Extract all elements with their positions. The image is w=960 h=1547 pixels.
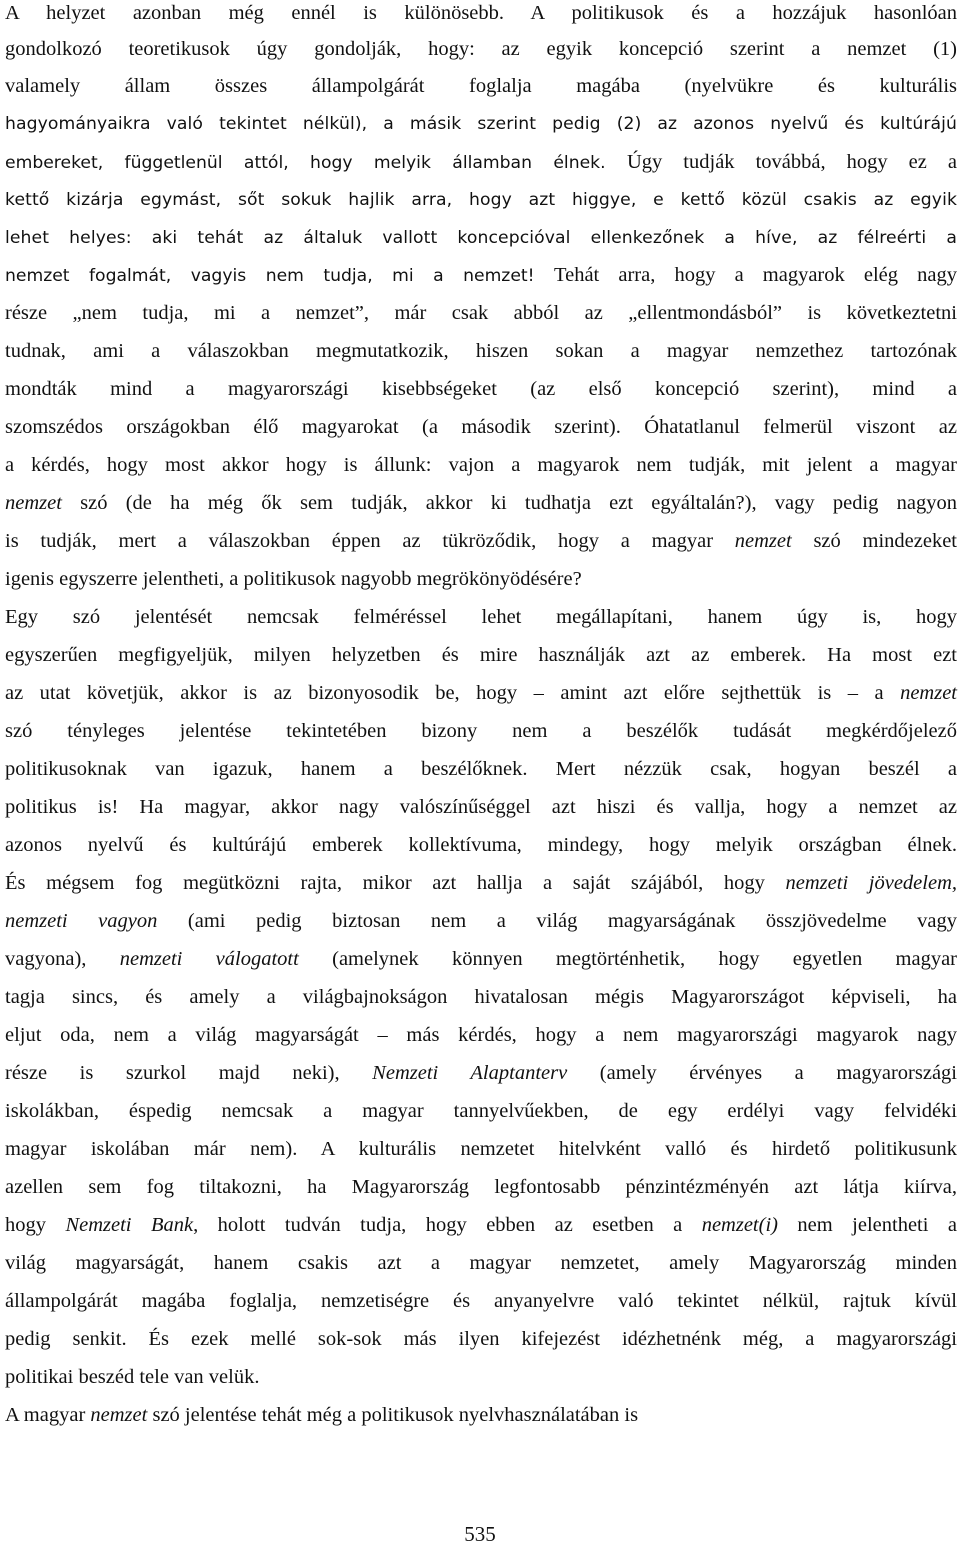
text-line: [5, 73, 957, 99]
text-line: [5, 604, 957, 630]
text-segment: És mégsem fog megütközni rajta, mikor azt hallja a saját szájából, hogy: [5, 872, 786, 894]
text-segment: (amelynek könnyen megtörténhetik, hogy egyetlen magyar: [298, 948, 957, 970]
text-line: [5, 1326, 957, 1352]
text-line: [5, 1136, 957, 1162]
text-segment: az utat követjük, akkor is az bizonyosodik be, hogy – amint azt előre sejthettük is – a: [5, 682, 901, 704]
text-segment: gondolkozó teoretikusok úgy gondolják, hogy: az egyik koncepció szerint a nemzet (1): [5, 38, 957, 60]
text-line: [5, 1364, 957, 1390]
text-segment: A helyzet azonban még ennél is különösebb. A politikusok és a hozzájuk hasonlóan: [5, 2, 957, 24]
text-segment: (amely érvényes a magyarországi: [567, 1062, 957, 1084]
text-segment: azellen sem fog tiltakozni, ha Magyarország legfontosabb pénzintézményén azt látja kiírva,: [5, 1176, 957, 1198]
text-segment: mondták mind a magyarországi kisebbségeket (az első koncepció szerint), mind a: [5, 378, 957, 400]
text-segment: valamely állam összes állampolgárát foglalja magába (nyelvükre és kulturális: [5, 75, 957, 97]
text-line: [5, 566, 957, 592]
text-line: [5, 528, 957, 554]
text-segment: politikus is! Ha magyar, akkor nagy valószínűséggel azt hiszi és vallja, hogy a nemzet az: [5, 796, 957, 818]
text-segment: tagja sincs, és amely a világbajnokságon hivatalosan mégis Magyarországot képviseli, ha: [5, 986, 957, 1008]
text-segment: egyszerűen megfigyeljük, milyen helyzetben és mire használják azt az emberek. Ha most ezt: [5, 644, 957, 666]
text-segment: is tudják, mert a válaszokban éppen az tükröződik, hogy a magyar: [5, 530, 735, 552]
text-line: [5, 490, 957, 516]
text-segment: Úgy tudják továbbá, hogy ez a: [626, 151, 958, 173]
text-segment: nemzet fogalmát, vagyis nem tudja, mi a nemzet!: [5, 266, 554, 286]
text-line: [5, 984, 957, 1010]
text-line: [5, 225, 957, 251]
text-line: [5, 718, 957, 744]
text-segment: embereket, függetlenül attól, hogy melyik államban élnek.: [5, 153, 627, 173]
text-segment: szomszédos országokban élő magyarokat (a második szerint). Óhatatlanul felmerül viszont az: [5, 416, 957, 438]
italic-text: nemzet: [90, 1404, 148, 1426]
text-line: [5, 794, 957, 820]
text-line: [5, 1060, 957, 1086]
text-segment: hagyományaikra való tekintet nélkül), a másik szerint pedig (2) az azonos nyelvű és kultúrájú: [5, 114, 957, 134]
text-segment: vagyona),: [5, 948, 120, 970]
text-line: [5, 1022, 957, 1048]
text-line: [5, 1402, 957, 1428]
text-segment: kettő kizárja egymást, sőt sokuk hajlik arra, hogy azt higgye, e kettő közül csakis az egyik: [5, 190, 957, 210]
text-line: [5, 149, 957, 175]
italic-text: nemzet: [5, 492, 62, 514]
text-segment: azonos nyelvű és kultúrájú emberek kollektívuma, mindegy, hogy melyik országban élnek.: [5, 834, 957, 856]
text-segment: szó (de ha még ők sem tudják, akkor ki tudhatja ezt egyáltalán?), vagy pedig nagyon: [61, 492, 957, 514]
text-segment: pedig senkit. És ezek mellé sok-sok más ilyen kifejezést idézhetnénk még, a magyarországi: [5, 1328, 957, 1350]
text-segment: nem jelentheti a: [777, 1214, 957, 1236]
text-line: [5, 111, 957, 137]
text-segment: állampolgárát magába foglalja, nemzetiségre és anyanyelvre való tekintet nélkül, rajtuk kívül: [5, 1290, 957, 1312]
text-line: [5, 262, 957, 288]
text-line: [5, 300, 957, 326]
text-segment: szó tényleges jelentése tekintetében bizony nem a beszélők tudását megkérdőjelező: [5, 720, 957, 742]
text-segment: szó jelentése tehát még a politikusok nyelvhasználatában is: [147, 1404, 639, 1426]
text-segment: tudnak, ami a válaszokban megmutatkozik, hiszen sokan a magyar nemzethez tartozónak: [5, 340, 957, 362]
text-segment: iskolákban, éspedig nemcsak a magyar tannyelvűekben, de egy erdélyi vagy felvidéki: [5, 1100, 957, 1122]
page-number: 535: [464, 1522, 496, 1546]
text-segment: lehet helyes: aki tehát az általuk vallott koncepcióval ellenkezőnek a híve, az félreérti a: [5, 228, 957, 248]
text-segment: (ami pedig biztosan nem a világ magyarságának összjövedelme vagy: [157, 910, 957, 932]
italic-text: Nemzeti Alaptanterv: [372, 1062, 568, 1084]
text-segment: világ magyarságát, hanem csakis azt a magyar nemzetet, amely Magyarország minden: [5, 1252, 957, 1274]
italic-text: nemzet: [900, 682, 957, 704]
text-segment: eljut oda, nem a világ magyarságát – más kérdés, hogy a nem magyarországi magyarok nagy: [5, 1024, 957, 1046]
text-segment: , holott tudván tudja, hogy ebben az esetben a: [193, 1214, 702, 1236]
text-segment: A magyar: [5, 1404, 91, 1426]
text-line: [5, 832, 957, 858]
text-segment: a kérdés, hogy most akkor hogy is állunk: vajon a magyarok nem tudják, mit jelent a magyar: [5, 454, 957, 476]
text-segment: része is szurkol majd neki),: [5, 1062, 373, 1084]
text-line: [5, 756, 957, 782]
text-segment: politikai beszéd tele van velük.: [5, 1366, 260, 1388]
text-segment: hogy: [5, 1214, 66, 1236]
text-line: [5, 908, 957, 934]
italic-text: nemzeti jövedelem,: [785, 872, 957, 894]
text-line: [5, 36, 957, 62]
text-segment: része „nem tudja, mi a nemzet”, már csak abból az „ellentmondásból” is következtetni: [5, 302, 957, 324]
text-line: [5, 187, 957, 213]
italic-text: nemzeti válogatott: [119, 948, 299, 970]
text-segment: szó mindezeket: [791, 530, 957, 552]
text-line: [5, 870, 957, 896]
text-segment: igenis egyszerre jelentheti, a politikusok nagyobb megrökönyödésére?: [5, 568, 582, 590]
text-line: [5, 1174, 957, 1200]
italic-text: Nemzeti Bank: [65, 1214, 194, 1236]
text-line: [5, 642, 957, 668]
text-line: [5, 0, 957, 26]
text-segment: politikusoknak van igazuk, hanem a beszélőknek. Mert nézzük csak, hogyan beszél a: [5, 758, 957, 780]
text-line: [5, 338, 957, 364]
text-line: [5, 414, 957, 440]
text-line: [5, 680, 957, 706]
text-segment: magyar iskolában már nem). A kulturális nemzetet hitelvként valló és hirdető politikusunk: [5, 1138, 957, 1160]
italic-text: nemzet(i): [701, 1214, 778, 1236]
text-line: [5, 1250, 957, 1276]
text-line: [5, 1098, 957, 1124]
italic-text: nemzeti vagyon: [5, 910, 158, 932]
text-segment: Egy szó jelentését nemcsak felméréssel lehet megállapítani, hanem úgy is, hogy: [5, 606, 957, 628]
italic-text: nemzet: [734, 530, 792, 552]
text-line: [5, 376, 957, 402]
text-segment: Tehát arra, hogy a magyarok elég nagy: [554, 264, 957, 286]
text-line: [5, 1212, 957, 1238]
text-line: [5, 946, 957, 972]
text-line: [5, 452, 957, 478]
text-line: [5, 1288, 957, 1314]
